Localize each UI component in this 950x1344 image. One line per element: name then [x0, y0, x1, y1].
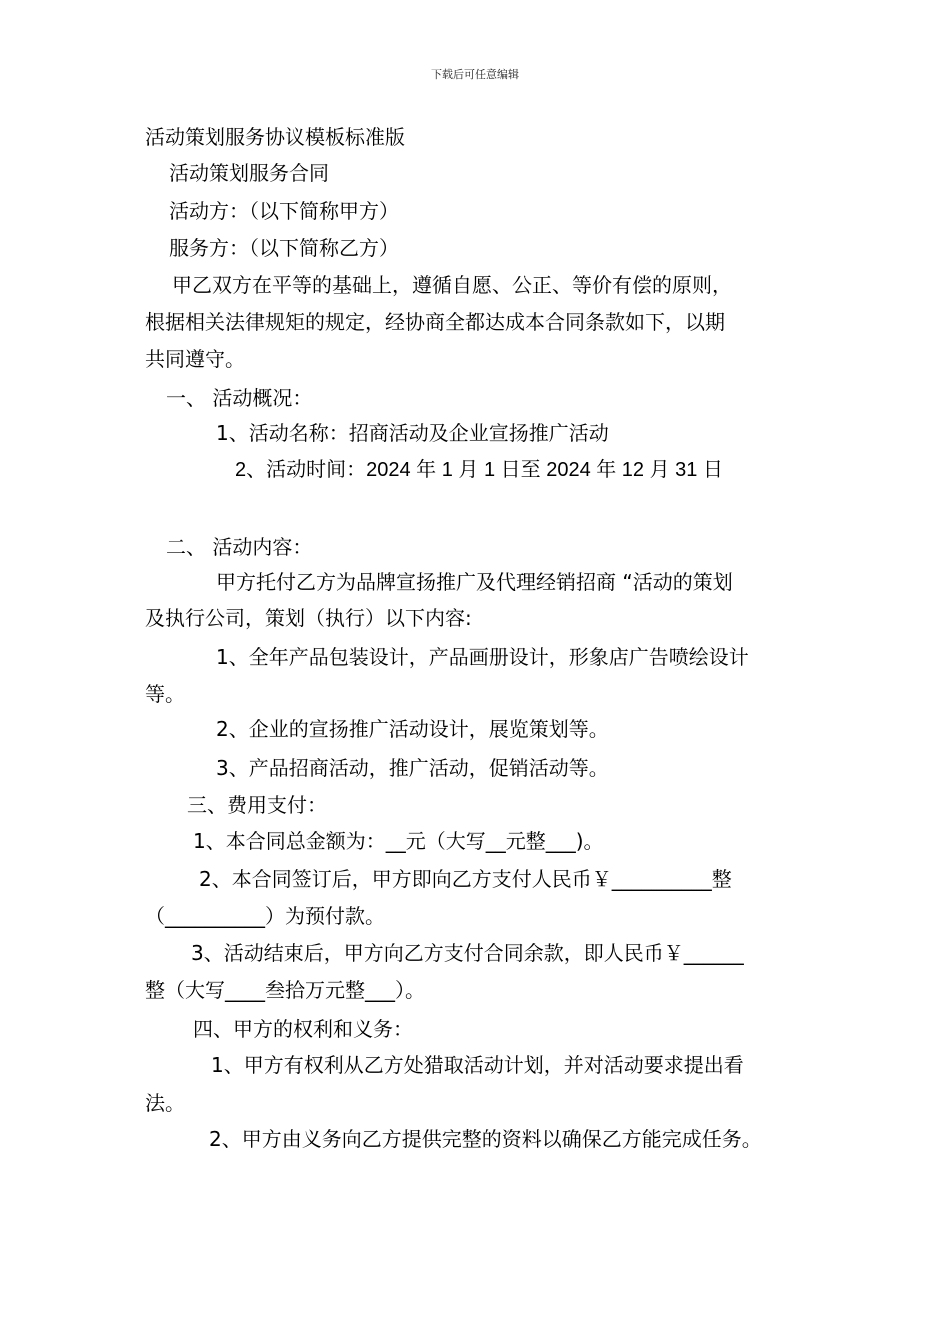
section2-item1-line-1: 1、全年产品包装设计，产品画册设计，形象店广告喷绘设计 [216, 645, 749, 669]
section1-item-2: 2、活动时间：2024 年 1 月 1 日至 2024 年 12 月 31 日 [235, 459, 723, 481]
section3-item2-line-2: （__________）为预付款。 [145, 904, 385, 928]
preamble-line-1: 甲乙双方在平等的基础上，遵循自愿、公正、等价有偿的原则， [172, 273, 732, 297]
section4-item1-line-1: 1、甲方有权利从乙方处猎取活动计划，并对活动要求提出看 [211, 1053, 744, 1077]
section4-item1-line-2: 法。 [145, 1091, 185, 1115]
section3-item2-line-1: 2、本合同签订后，甲方即向乙方支付人民币￥__________整 [199, 867, 732, 891]
section2-intro-line-1: 甲方托付乙方为品牌宣扬推广及代理经销招商 “活动的策划 [216, 570, 733, 594]
contract-name: 活动策划服务合同 [169, 161, 329, 185]
document-title: 活动策划服务协议模板标准版 [145, 125, 405, 149]
section4-heading: 四、甲方的权利和义务： [193, 1017, 413, 1041]
section4-item-2: 2、甲方由义务向乙方提供完整的资料以确保乙方能完成任务。 [209, 1127, 762, 1151]
section2-item-3: 3、产品招商活动，推广活动，促销活动等。 [216, 756, 609, 780]
preamble-line-2: 根据相关法律规矩的规定，经协商全都达成本合同条款如下，以期 [145, 310, 725, 334]
section3-heading: 三、费用支付： [187, 793, 327, 817]
section2-item1-line-2: 等。 [145, 682, 185, 706]
section1-item-1: 1、活动名称：招商活动及企业宣扬推广活动 [216, 421, 609, 445]
section3-item3-line-2: 整（大写____叁拾万元整___）。 [145, 978, 425, 1002]
page-header: 下载后可任意编辑 [431, 68, 519, 81]
section2-heading: 二、 活动内容： [166, 535, 313, 559]
section3-item-1: 1、本合同总金额为：__元（大写__元整___)。 [193, 829, 604, 853]
section3-item3-line-1: 3、活动结束后，甲方向乙方支付合同余款，即人民币￥______ [191, 941, 744, 965]
preamble-line-3: 共同遵守。 [145, 347, 245, 371]
section2-item-2: 2、企业的宣扬推广活动设计，展览策划等。 [216, 717, 609, 741]
party-a-line: 活动方：（以下简称甲方） [169, 199, 399, 223]
section1-heading: 一、 活动概况： [166, 386, 313, 410]
party-b-line: 服务方：（以下简称乙方） [169, 236, 399, 260]
section2-intro-line-2: 及执行公司，策划（执行）以下内容: [145, 606, 472, 630]
